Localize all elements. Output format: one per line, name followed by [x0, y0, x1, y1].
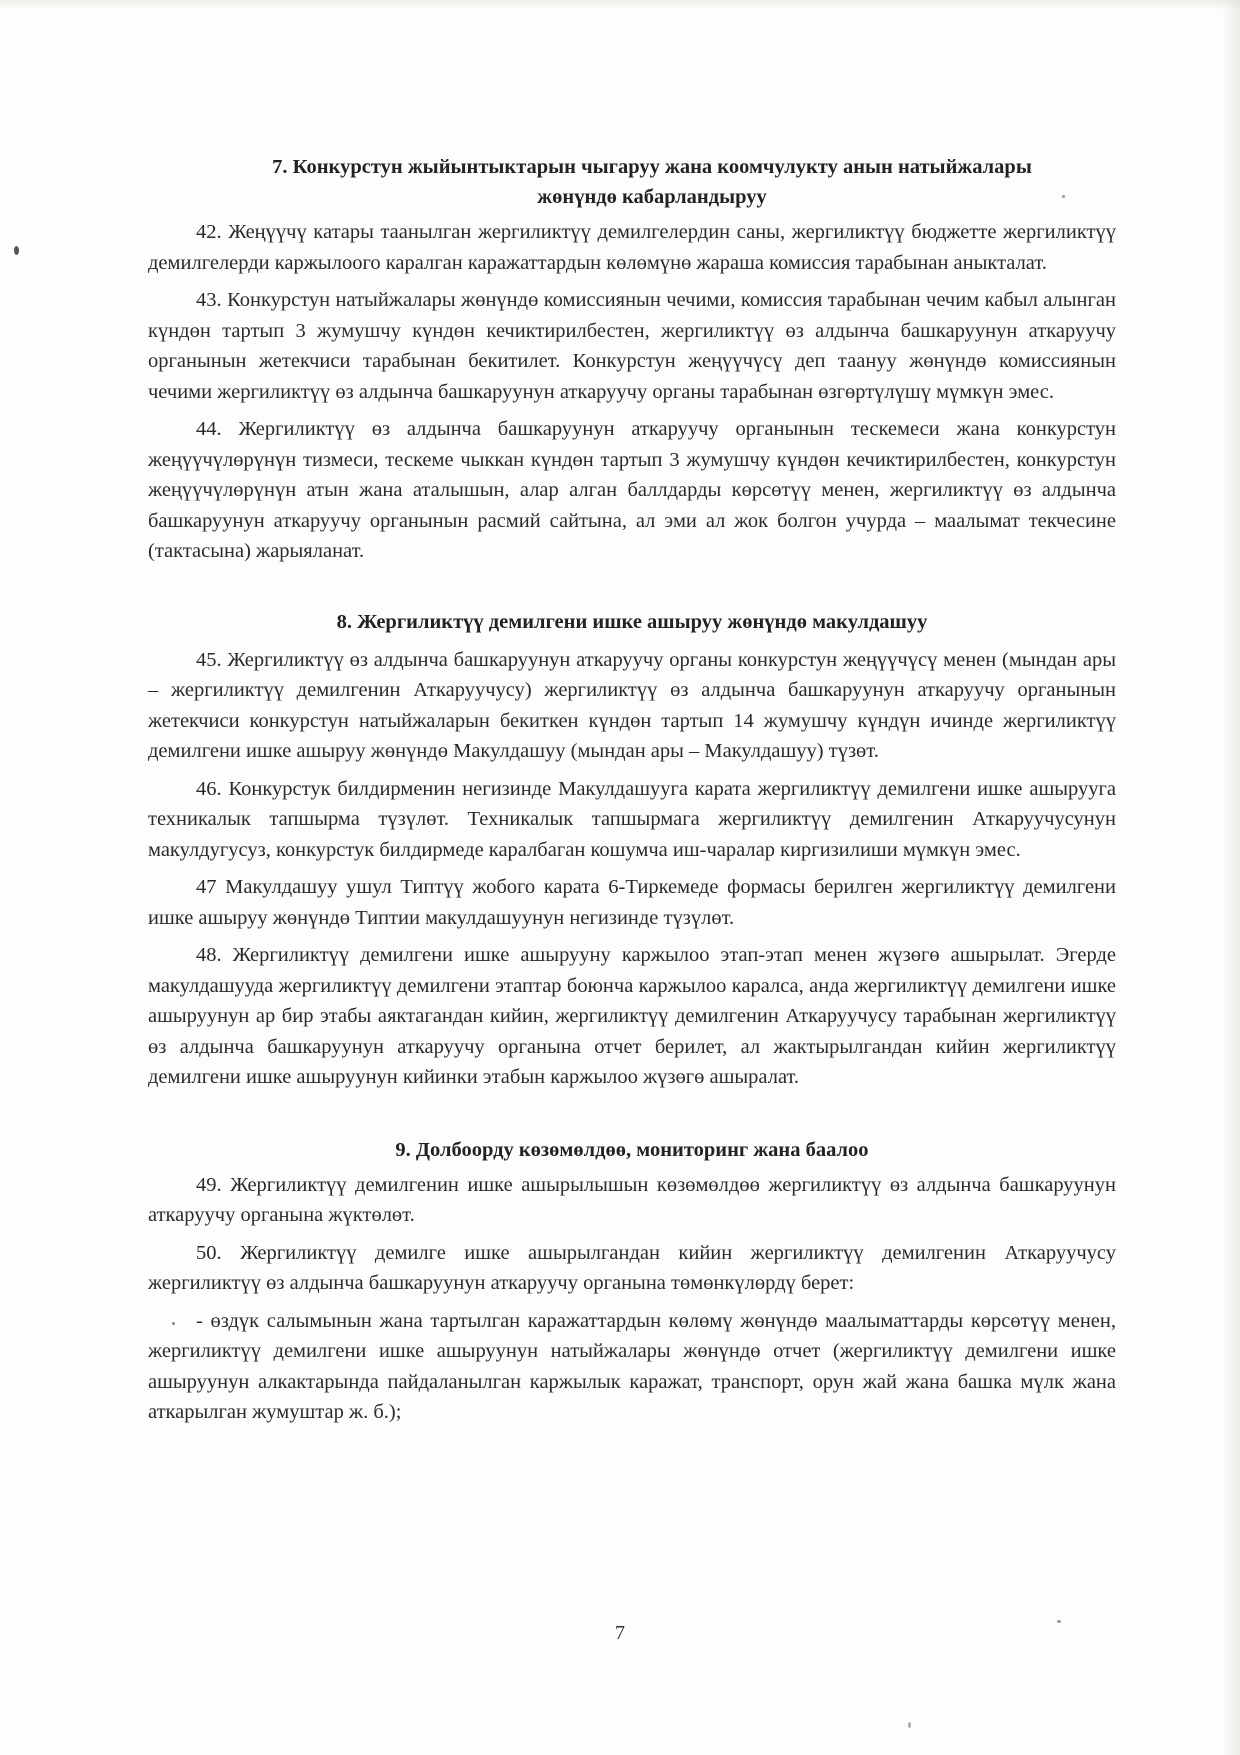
paragraph-48: 48. Жергиликтүү демилгени ишке ашырууну каржылоо этап-этап менен жүзөгө ашырылат. Эгерде макулдашууда жергиликтүү демилгени этаптар боюнча каржылоо каралса, анда жергиликтүү демилгени ишке ашыруунун ар бир этабы аяктагандан кийин, жергиликтүү демилгенин Аткаруучусу тарабынан жергиликтүү өз алдынча башкаруунун аткаруучу органына отчет берилет, ал жактырылгандан кийин жергиликтүү демилгени ишке ашыруунун кийинки этабын каржылоо жүзөгө ашыралат.: [148, 944, 1116, 1088]
scan-speck: [908, 1722, 911, 1728]
scan-top-shadow: [0, 0, 1240, 10]
section-9: [148, 1135, 1116, 1428]
section-8: [148, 607, 1116, 1093]
scan-edge-shadow: [1222, 0, 1240, 1755]
paragraph-44: 44. Жергиликтүү өз алдынча башкаруунун аткаруучу органынын тескемеси жана конкурстун жеңүүчүлөрүнүн тизмеси, тескеме чыккан күндөн тартып 3 жумушчу күндөн кечиктирилбестен, конкурстун жеңүүчүлөрүнүн атын жана аталышын, алар алган баллдарды көрсөтүү менен, жергиликтүү өз алдынча башкаруунун аткаруучу органынын расмий сайтына, ал эми ал жок болгон учурда – маалымат текчесине (тактасына) жарыяланат.: [148, 418, 1116, 562]
section-heading: 8. Жергиликтүү демилгени ишке ашыруу жөнүндө макулдашуу: [336, 610, 928, 633]
paragraph-43: 43. Конкурстун натыйжалары жөнүндө комиссиянын чечими, комиссия тарабынан чечим кабыл алынган күндөн тартып 3 жумушчу күндөн кечиктирилбестен, жергиликтүү өз алдынча башкаруунун аткаруучу органынын жетекчиси тарабынан бекитилет. Конкурстун жеңүүчүсү деп таануу жөнүндө комиссиянын чечими жергиликтүү өз алдынча башкаруунун аткаруучу органы тарабынан өзгөртүлүшү мүмкүн эмес.: [148, 289, 1116, 403]
paragraph-42: 42. Жеңүүчү катары таанылган жергиликтүү демилгелердин саны, жергиликтүү бюджетте жергиликтүү демилгелерди каржылоого каралган каражаттардын көлөмүнө жараша комиссия тарабынан аныкталат.: [148, 221, 1116, 274]
scan-speck: [14, 246, 19, 255]
section-7: [148, 152, 1116, 567]
document-body: [148, 152, 1116, 1435]
paragraph-47: 47 Макулдашуу ушул Типтүү жобого карата 6-Тиркемеде формасы берилген жергиликтүү демилгени ишке ашыруу жөнүндө Типтии макулдашуунун негизинде түзүлөт.: [148, 876, 1116, 929]
paragraph-50-item: - өздүк салымынын жана тартылган каражаттардын көлөмү жөнүндө маалыматтарды көрсөтүү менен, жергиликтүү демилгени ишке ашыруунун натыйжалары жөнүндө отчет (жергиликтүү демилгени ишке ашыруунун алкактарында пайдаланылган каржылык каражат, транспорт, орун жай жана башка мүлк жана аткарылган жумуштар ж. б.);: [148, 1309, 1116, 1423]
section-heading: 7. Конкурстун жыйынтыктарын чыгаруу жана коомчулукту анын натыйжалары жөнүндө кабарландыруу: [272, 156, 1032, 208]
page-number: 7: [615, 1622, 625, 1644]
paragraph-46: 46. Конкурстук билдирменин негизинде Макулдашууга карата жергиликтүү демилгени ишке ашырууга техникалык тапшырма түзүлөт. Техникалык тапшырмага жергиликтүү демилгенин Аткаруучусунун макулдугусуз, конкурстук билдирмеде каралбаган кошумча иш-чаралар киргизилиши мүмкүн эмес.: [148, 777, 1116, 861]
paragraph-45: 45. Жергиликтүү өз алдынча башкаруунун аткаруучу органы конкурстун жеңүүчүсү менен (мындан ары – жергиликтүү демилгенин Аткаруучусу) жергиликтүү өз алдынча башкаруунун аткаруучу органынын жетекчиси конкурстун натыйжаларын бекиткен күндөн тартып 14 жумушчу күндүн ичинде жергиликтүү демилгени ишке ашыруу жөнүндө Макулдашуу (мындан ары – Макулдашуу) түзөт.: [148, 648, 1116, 762]
section-heading: 9. Долбоорду көзөмөлдөө, мониторинг жана баалоо: [395, 1138, 869, 1161]
paragraph-49: 49. Жергиликтүү демилгенин ишке ашырылышын көзөмөлдөө жергиликтүү өз алдынча башкаруунун аткаруучу органына жүктөлөт.: [148, 1173, 1116, 1226]
paragraph-50: 50. Жергиликтүү демилге ишке ашырылгандан кийин жергиликтүү демилгенин Аткаруучусу жергиликтүү өз алдынча башкаруунун аткаруучу органына төмөнкүлөрдү берет:: [148, 1241, 1116, 1294]
